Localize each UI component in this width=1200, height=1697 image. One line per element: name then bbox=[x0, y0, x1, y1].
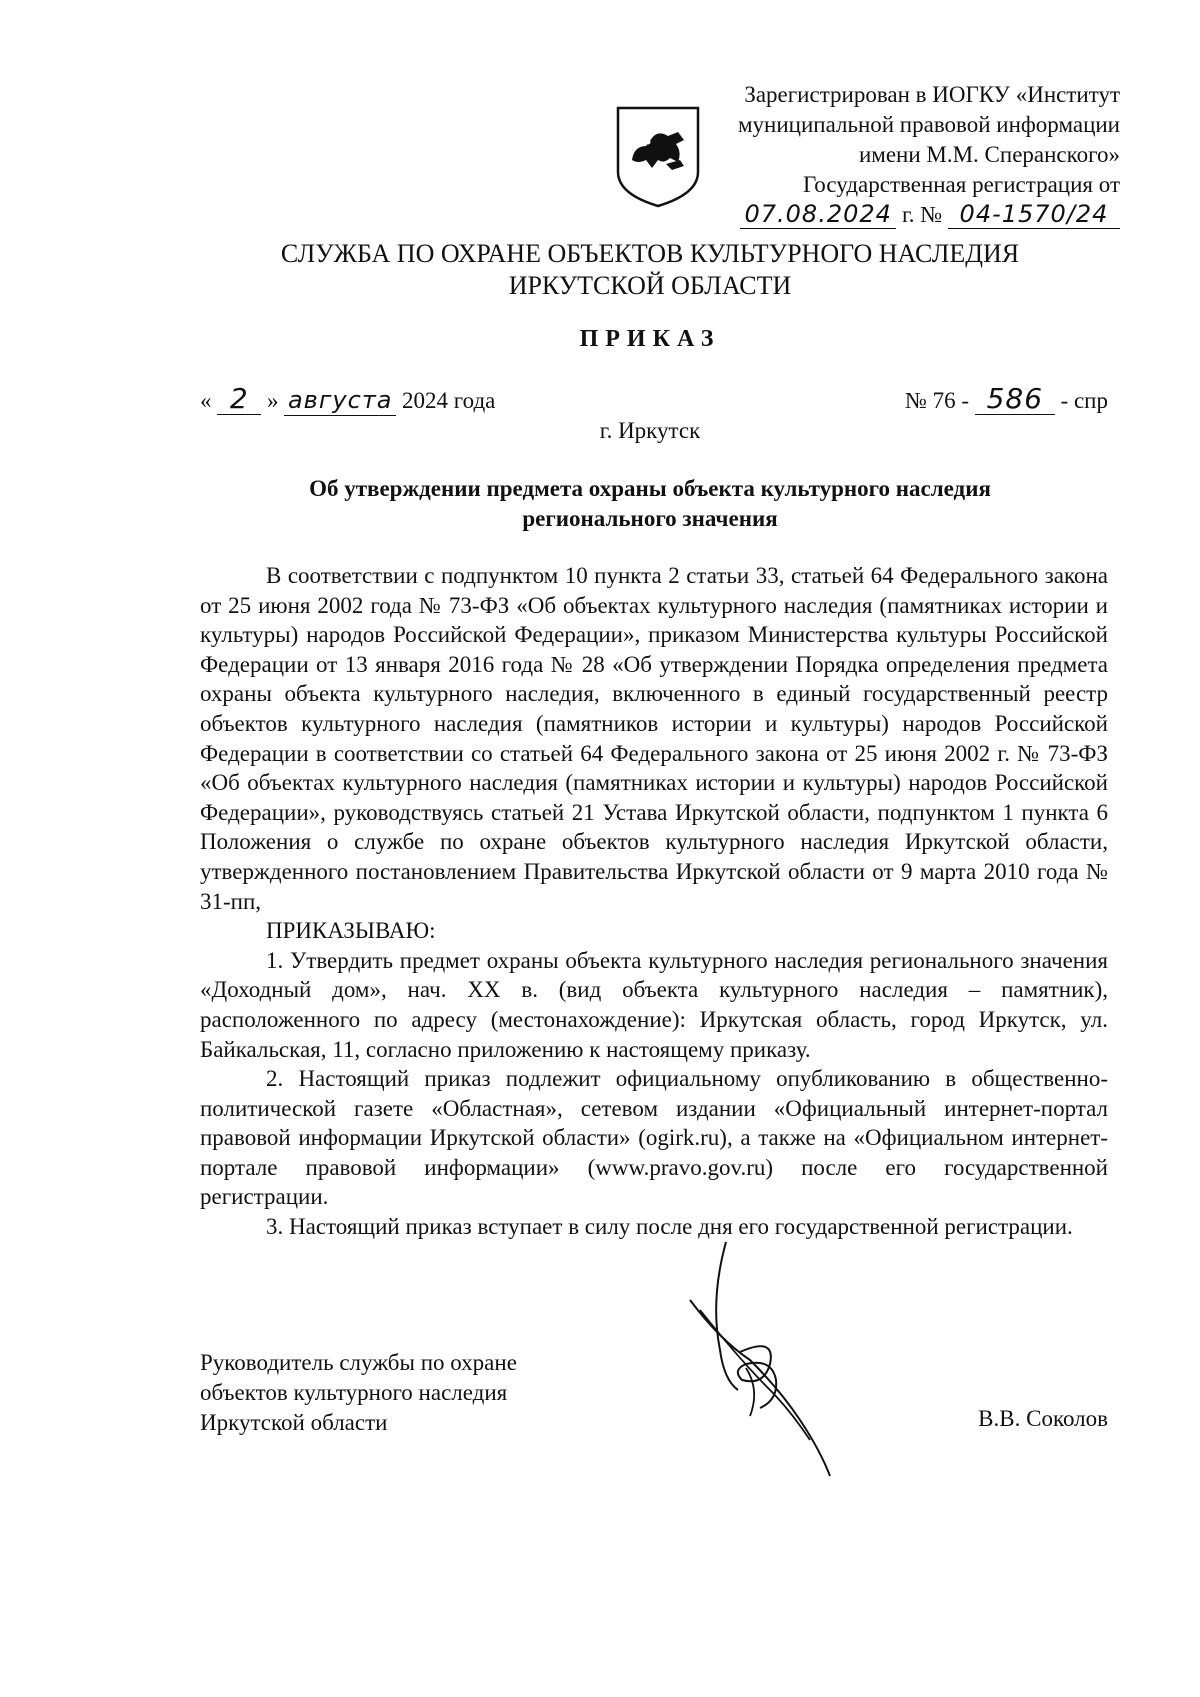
order-number-value: 586 bbox=[975, 384, 1055, 415]
order-month: августа bbox=[284, 385, 396, 416]
signature-icon bbox=[680, 1240, 840, 1480]
registration-line: имени М.М. Сперанского» bbox=[858, 142, 1120, 167]
title-line: Об утверждении предмета охраны объекта культурного наследия bbox=[309, 476, 991, 501]
quote-open: « bbox=[200, 388, 212, 413]
document-type: ПРИКАЗ bbox=[579, 326, 721, 352]
position-line: объектов культурного наследия bbox=[200, 1380, 508, 1405]
preamble-paragraph: В соответствии с подпунктом 10 пункта 2 статьи 33, статьей 64 Федерального закона от 25 июня 2002 года № 73-ФЗ «Об объектах культурного наследия (памятниках истории и культуры) народов Российской Федерации», приказом Министерства культуры Российской Федерации от 13 января 2016 года № 28 «Об утверждении Порядка определения предмета охраны объекта культурного наследия, включенного в единый государственный реестр объектов культурного наследия (памятников истории и культуры) народов Российской Федерации в соответствии со статьей 64 Федерального закона от 25 июня 2002 г. № 73-ФЗ «Об объектах культурного наследия (памятниках истории и культуры) народов Российской Федерации», руководствуясь статьей 21 Устава Иркутской области, подпунктом 1 пункта 6 Положения о службе по охране объектов культурного наследия Иркутской области, утвержденного постановлением Правительства Иркутской области от 9 марта 2010 года № 31-пп, bbox=[200, 563, 1108, 914]
agency-line: СЛУЖБА ПО ОХРАНЕ ОБЪЕКТОВ КУЛЬТУРНОГО НАСЛЕДИЯ bbox=[280, 239, 1020, 268]
document-title bbox=[200, 474, 1100, 534]
signatory-position bbox=[200, 1348, 620, 1438]
registration-date: 07.08.2024 bbox=[740, 200, 896, 229]
registration-line: муниципальной правовой информации bbox=[737, 112, 1120, 137]
order-number-prefix: № 76 - bbox=[904, 388, 970, 413]
document-body bbox=[200, 561, 1108, 1242]
registration-number-label: г. № bbox=[901, 202, 943, 227]
order-item-2: 2. Настоящий приказ подлежит официальному опубликованию в общественно-политической газете «Областная», сетевом издании «Официальный интернет-портал правовой информации Иркутской области» (ogirk.ru), а также на «Официальном интернет-портале правовой информации» (www.pravo.gov.ru) после его государственной регистрации. bbox=[200, 1066, 1108, 1210]
order-number bbox=[905, 384, 1108, 415]
order-item-1: 1. Утвердить предмет охраны объекта культурного наследия регионального значения «Доходный дом», нач. XX в. (вид объекта культурного наследия – памятник), расположенного по адресу (местонахождение): Иркутская область, город Иркутск, ул. Байкальская, 11, согласно приложению к настоящему приказу. bbox=[200, 947, 1108, 1062]
order-day: 2 bbox=[217, 384, 261, 415]
city: г. Иркутск bbox=[599, 418, 701, 443]
order-word: ПРИКАЗЫВАЮ: bbox=[266, 918, 436, 944]
order-number-suffix: - спр bbox=[1060, 388, 1108, 413]
order-date bbox=[200, 384, 495, 416]
registration-number: 04-1570/24 bbox=[948, 200, 1120, 229]
agency-name bbox=[200, 238, 1100, 302]
agency-line: ИРКУТСКОЙ ОБЛАСТИ bbox=[508, 271, 792, 300]
order-year: 2024 года bbox=[402, 388, 496, 413]
signatory-name: В.В. Соколов bbox=[978, 1406, 1108, 1431]
order-item-3: 3. Настоящий приказ вступает в силу после дня его государственной регистрации. bbox=[266, 1214, 1073, 1240]
registration-line: Государственная регистрация от bbox=[803, 172, 1120, 197]
registration-block bbox=[700, 80, 1120, 234]
quote-close: » bbox=[267, 388, 279, 413]
registration-line: Зарегистрирован в ИОГКУ «Институт bbox=[744, 82, 1120, 107]
position-line: Руководитель службы по охране bbox=[200, 1350, 517, 1375]
registration-date-line bbox=[700, 200, 1120, 234]
position-line: Иркутской области bbox=[200, 1410, 388, 1435]
coat-of-arms-icon bbox=[612, 102, 704, 210]
title-line: регионального значения bbox=[522, 506, 778, 531]
